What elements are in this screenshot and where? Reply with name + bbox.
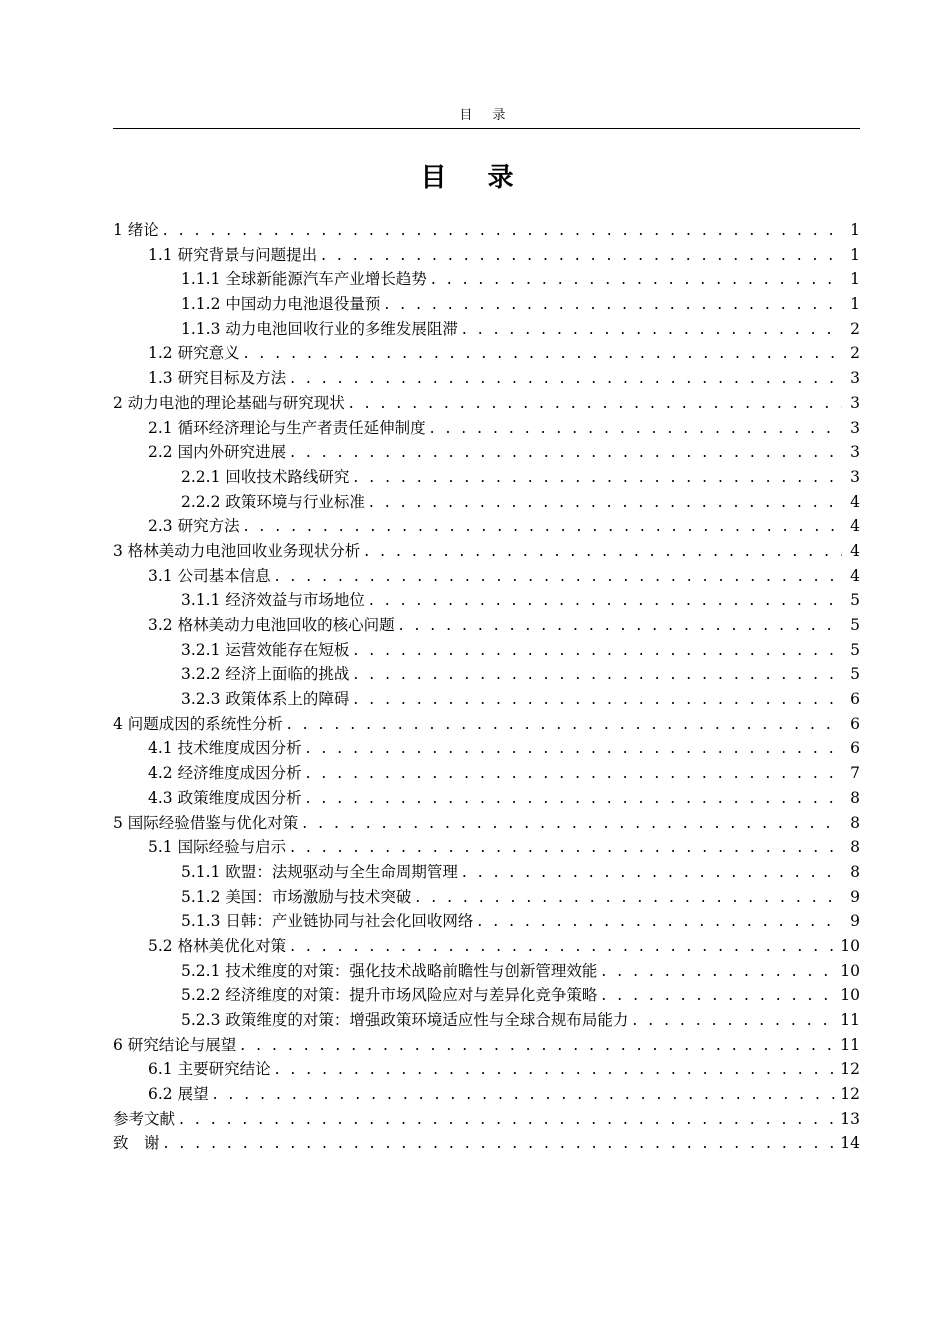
toc-entry-page: 8 <box>850 788 860 807</box>
toc-entry[interactable] <box>113 341 860 366</box>
toc-entry[interactable] <box>113 1131 860 1156</box>
toc-leader-dots <box>306 736 842 761</box>
toc-entry-label: 2 动力电池的理论基础与研究现状 <box>113 393 345 412</box>
toc-entry-page: 8 <box>850 813 860 832</box>
toc-leader-dots <box>353 662 842 687</box>
toc-entry[interactable] <box>113 1008 860 1033</box>
toc-entry[interactable] <box>113 687 860 712</box>
toc-leader-dots <box>290 835 842 860</box>
toc-entry[interactable] <box>113 416 860 441</box>
toc-leader-dots <box>290 440 842 465</box>
toc-entry[interactable] <box>113 588 860 613</box>
toc-entry-label: 3.1 公司基本信息 <box>148 566 271 585</box>
toc-entry-label: 1.1.2 中国动力电池退役量预 <box>181 295 381 314</box>
toc-leader-dots <box>430 416 842 441</box>
toc-entry-page: 2 <box>850 344 860 363</box>
toc-entry-page: 1 <box>850 245 860 264</box>
toc-entry[interactable] <box>113 983 860 1008</box>
toc-leader-dots <box>415 885 842 910</box>
toc-entry-label: 5.2 格林美优化对策 <box>148 936 287 955</box>
toc-entry[interactable] <box>113 317 860 342</box>
toc-leader-dots <box>240 1033 836 1058</box>
page-title: 目 录 <box>420 163 530 193</box>
toc-entry-label: 参考文献 <box>113 1109 176 1128</box>
toc-entry[interactable] <box>113 662 860 687</box>
toc-entry-page: 4 <box>850 566 860 585</box>
toc-entry[interactable] <box>113 811 860 836</box>
toc-entry[interactable] <box>113 638 860 663</box>
toc-entry-label: 3.2.2 经济上面临的挑战 <box>181 665 350 684</box>
toc-entry-page: 11 <box>840 1011 860 1029</box>
toc-entry-label: 2.3 研究方法 <box>148 517 240 536</box>
toc-entry-label: 3.2.3 政策体系上的障碍 <box>181 690 350 709</box>
toc-entry-page: 2 <box>850 319 860 338</box>
toc-entry[interactable] <box>113 539 860 564</box>
toc-entry-label: 5.1.2 美国：市场激励与技术突破 <box>181 887 412 906</box>
toc-leader-dots <box>290 366 842 391</box>
toc-entry[interactable] <box>113 1057 860 1082</box>
toc-leader-dots <box>632 1008 836 1033</box>
toc-entry-label: 5 国际经验借鉴与优化对策 <box>113 813 299 832</box>
toc-entry[interactable] <box>113 934 860 959</box>
toc-entry-label: 6.1 主要研究结论 <box>148 1060 271 1079</box>
toc-entry-label: 4.3 政策维度成因分析 <box>148 788 302 807</box>
toc-leader-dots <box>275 564 842 589</box>
toc-entry-label: 1.1.3 动力电池回收行业的多维发展阻滞 <box>181 319 458 338</box>
toc-entry[interactable] <box>113 860 860 885</box>
toc-leader-dots <box>369 588 842 613</box>
toc-entry-label: 6.2 展望 <box>148 1085 209 1104</box>
toc-entry-page: 4 <box>850 492 860 511</box>
toc-entry-page: 1 <box>850 221 860 239</box>
toc-entry-page: 14 <box>840 1134 860 1153</box>
toc-entry-page: 3 <box>850 393 860 412</box>
toc-entry-page: 7 <box>850 764 860 783</box>
toc-entry[interactable] <box>113 613 860 638</box>
toc-entry-page: 12 <box>840 1085 860 1104</box>
toc-entry-page: 3 <box>850 443 860 462</box>
toc-leader-dots <box>213 1082 837 1107</box>
toc-leader-dots <box>290 934 836 959</box>
toc-entry[interactable] <box>113 292 860 317</box>
toc-entry-page: 4 <box>850 517 860 536</box>
toc-entry-label: 2.2.1 回收技术路线研究 <box>181 467 350 486</box>
toc-entry[interactable] <box>113 959 860 984</box>
toc-entry-label: 2.2 国内外研究进展 <box>148 443 287 462</box>
toc-leader-dots <box>431 267 842 292</box>
toc-entry-page: 9 <box>850 912 860 931</box>
toc-entry-label: 1.2 研究意义 <box>148 344 240 363</box>
toc-entry-label: 3.1.1 经济效益与市场地位 <box>181 591 365 610</box>
toc-entry-page: 10 <box>840 936 860 955</box>
toc-entry-label: 1.1.1 全球新能源汽车产业增长趋势 <box>181 270 427 289</box>
toc-entry-label: 5.1.1 欧盟：法规驱动与全生命周期管理 <box>181 862 458 881</box>
toc-entry-label: 2.2.2 政策环境与行业标准 <box>181 492 365 511</box>
toc-leader-dots <box>477 909 842 934</box>
toc-entry-page: 6 <box>850 739 860 758</box>
toc-leader-dots <box>244 514 842 539</box>
toc-entry-label: 6 研究结论与展望 <box>113 1035 237 1054</box>
toc-entry-page: 6 <box>850 714 860 733</box>
toc-entry[interactable] <box>113 243 860 268</box>
toc-entry-page: 5 <box>850 640 860 659</box>
toc-leader-dots <box>353 465 842 490</box>
toc-entry-label: 5.2.1 技术维度的对策：强化技术战略前瞻性与创新管理效能 <box>181 961 598 980</box>
toc-entry-page: 11 <box>840 1035 860 1054</box>
toc-entry-label: 1.3 研究目标及方法 <box>148 369 287 388</box>
toc-entry[interactable] <box>113 736 860 761</box>
toc-entry-label: 5.1.3 日韩：产业链协同与社会化回收网络 <box>181 912 474 931</box>
toc-leader-dots <box>306 786 842 811</box>
toc-entry[interactable] <box>113 391 860 416</box>
page-header: 目 录 <box>113 104 860 129</box>
toc-entry-page: 10 <box>840 986 860 1005</box>
toc-entry-label: 4 问题成因的系统性分析 <box>113 714 283 733</box>
toc-entry-label: 3.2 格林美动力电池回收的核心问题 <box>148 616 395 634</box>
toc-leader-dots <box>179 1107 836 1132</box>
toc-entry[interactable] <box>113 267 860 292</box>
toc-entry-page: 3 <box>850 418 860 437</box>
toc-leader-dots <box>462 317 842 342</box>
toc-entry-page: 13 <box>840 1109 860 1128</box>
toc-entry-page: 10 <box>840 961 860 980</box>
toc-entry[interactable] <box>113 712 860 737</box>
toc-entry[interactable] <box>113 761 860 786</box>
toc-entry[interactable] <box>113 490 860 515</box>
toc-leader-dots <box>306 761 842 786</box>
table-of-contents <box>113 218 860 1156</box>
toc-entry[interactable] <box>113 885 860 910</box>
toc-leader-dots <box>601 959 836 984</box>
toc-leader-dots <box>462 860 842 885</box>
toc-entry[interactable] <box>113 218 860 243</box>
toc-entry[interactable] <box>113 835 860 860</box>
toc-leader-dots <box>364 539 842 564</box>
toc-entry-label: 4.2 经济维度成因分析 <box>148 764 302 783</box>
toc-entry-label: 1.1 研究背景与问题提出 <box>148 245 318 264</box>
toc-entry[interactable] <box>113 440 860 465</box>
toc-leader-dots <box>353 687 842 712</box>
toc-leader-dots <box>164 1131 837 1156</box>
toc-entry[interactable] <box>113 465 860 490</box>
toc-entry-page: 5 <box>850 665 860 684</box>
toc-entry[interactable] <box>113 564 860 589</box>
toc-leader-dots <box>369 490 842 515</box>
toc-leader-dots <box>287 712 842 737</box>
toc-leader-dots <box>349 391 842 416</box>
toc-entry-label: 1 绪论 <box>113 221 159 239</box>
toc-entry[interactable] <box>113 514 860 539</box>
toc-entry-page: 8 <box>850 862 860 881</box>
toc-leader-dots <box>353 638 842 663</box>
toc-entry[interactable] <box>113 786 860 811</box>
toc-entry-label: 5.1 国际经验与启示 <box>148 838 287 857</box>
toc-entry-page: 3 <box>850 467 860 486</box>
toc-entry-page: 1 <box>850 295 860 314</box>
toc-entry-page: 5 <box>850 616 860 634</box>
toc-entry-page: 6 <box>850 690 860 709</box>
toc-entry-label: 5.2.3 政策维度的对策：增强政策环境适应性与全球合规布局能力 <box>181 1011 629 1029</box>
toc-leader-dots <box>601 983 836 1008</box>
toc-entry[interactable] <box>113 366 860 391</box>
toc-entry-label: 5.2.2 经济维度的对策：提升市场风险应对与差异化竞争策略 <box>181 986 598 1005</box>
toc-leader-dots <box>384 292 842 317</box>
toc-entry[interactable] <box>113 1107 860 1132</box>
toc-entry-label: 2.1 循环经济理论与生产者责任延伸制度 <box>148 418 426 437</box>
toc-entry-page: 4 <box>850 541 860 560</box>
toc-entry-page: 5 <box>850 591 860 610</box>
toc-entry-page: 9 <box>850 887 860 906</box>
toc-leader-dots <box>302 811 842 836</box>
toc-entry[interactable] <box>113 1082 860 1107</box>
toc-entry-page: 8 <box>850 838 860 857</box>
toc-entry[interactable] <box>113 1033 860 1058</box>
toc-entry[interactable] <box>113 909 860 934</box>
toc-leader-dots <box>275 1057 837 1082</box>
toc-entry-label: 致 谢 <box>113 1134 160 1153</box>
toc-entry-page: 3 <box>850 369 860 388</box>
toc-entry-label: 3 格林美动力电池回收业务现状分析 <box>113 541 361 560</box>
toc-leader-dots <box>399 613 842 638</box>
toc-leader-dots <box>321 243 842 268</box>
toc-leader-dots <box>244 341 842 366</box>
toc-leader-dots <box>163 218 842 243</box>
toc-entry-page: 1 <box>850 270 860 289</box>
toc-entry-page: 12 <box>840 1060 860 1079</box>
toc-entry-label: 3.2.1 运营效能存在短板 <box>181 640 350 659</box>
toc-entry-label: 4.1 技术维度成因分析 <box>148 739 302 758</box>
